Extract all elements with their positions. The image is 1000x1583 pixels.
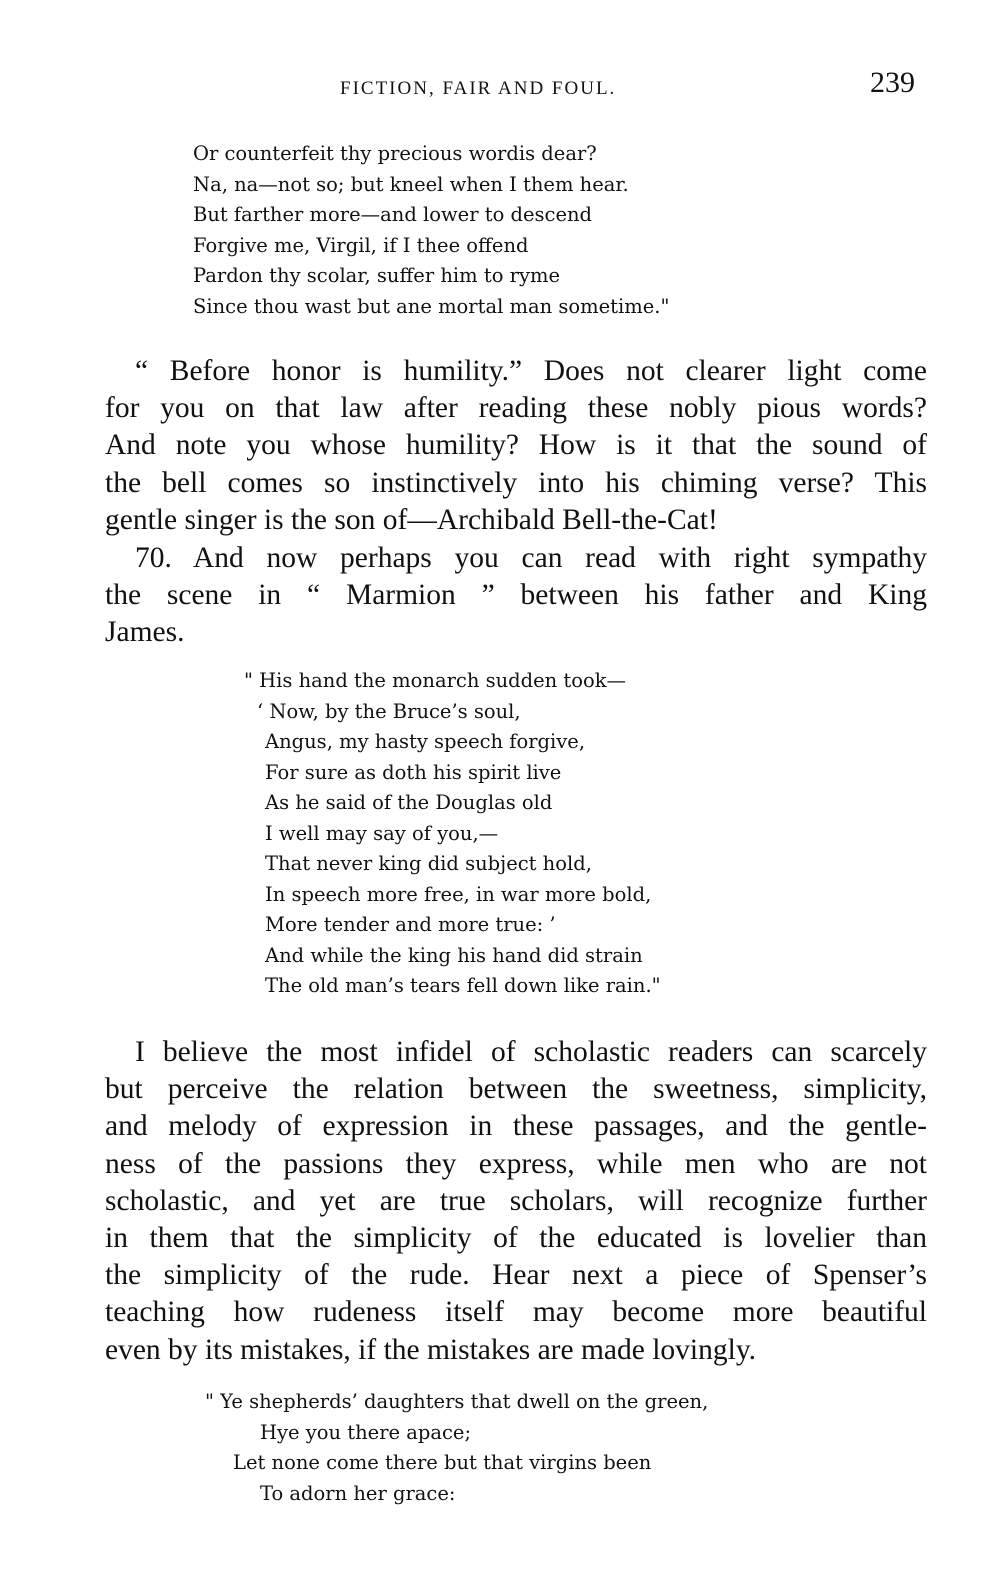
prose-line: for you on that law after reading these nobly pious words? bbox=[105, 392, 927, 425]
page-header bbox=[0, 64, 1000, 104]
prose-line: I believe the most infidel of scholastic readers can scarcely bbox=[135, 1036, 927, 1068]
verse-line: Or counterfeit thy precious wordis dear? bbox=[193, 142, 597, 165]
verse-line: The old man’s tears fell down like rain." bbox=[265, 974, 661, 997]
prose-line: And note you whose humility? How is it that the sound of bbox=[105, 429, 927, 462]
prose-line: the simplicity of the rude. Hear next a piece of Spenser’s bbox=[105, 1259, 927, 1292]
verse-line: For sure as doth his spirit live bbox=[265, 760, 562, 784]
verse-line: Since thou wast but ane mortal man sometime." bbox=[193, 294, 670, 318]
prose-line: “ Before honor is humility.” Does not clearer light come bbox=[135, 355, 927, 387]
prose-line: the scene in “ Marmion ” between his father and King bbox=[105, 579, 927, 612]
verse-line: Pardon thy scolar, suffer him to ryme bbox=[193, 264, 560, 287]
verse-line: But farther more—and lower to descend bbox=[193, 203, 593, 226]
prose-line: and melody of expression in these passages, and the gentle- bbox=[105, 1110, 927, 1143]
verse-line: " Ye shepherds’ daughters that dwell on the green, bbox=[205, 1390, 709, 1413]
paragraph-humility bbox=[105, 353, 927, 539]
running-title: FICTION, FAIR AND FOUL. bbox=[340, 78, 617, 99]
verse-block-dunbar bbox=[193, 139, 669, 322]
verse-line: In speech more free, in war more bold, bbox=[265, 882, 652, 906]
prose-line: gentle singer is the son of—Archibald Bell-the-Cat! bbox=[105, 503, 718, 536]
prose-line: in them that the simplicity of the educated is lovelier than bbox=[105, 1221, 927, 1254]
prose-line: the bell comes so instinctively into his chiming verse? This bbox=[105, 466, 927, 499]
verse-block-spenser bbox=[205, 1387, 708, 1509]
verse-line: To adorn her grace: bbox=[260, 1481, 456, 1505]
prose-line: 70. And now perhaps you can read with right sympathy bbox=[135, 542, 927, 574]
paragraph-70-marmion bbox=[105, 540, 927, 652]
prose-line: ness of the passions they express, while men who are not bbox=[105, 1147, 927, 1180]
verse-line: " His hand the monarch sudden took— bbox=[244, 669, 627, 692]
verse-line: Angus, my hasty speech forgive, bbox=[265, 730, 586, 753]
verse-line: And while the king his hand did strain bbox=[265, 943, 643, 967]
verse-line: ‘ Now, by the Bruce’s soul, bbox=[257, 699, 521, 723]
page-number: 239 bbox=[870, 66, 915, 99]
paragraph-simplicity bbox=[105, 1034, 927, 1369]
prose-line: even by its mistakes, if the mistakes are made lovingly. bbox=[105, 1333, 757, 1366]
verse-line: I well may say of you,— bbox=[265, 821, 499, 845]
verse-line: Let none come there but that virgins been bbox=[233, 1451, 652, 1474]
verse-line: Forgive me, Virgil, if I thee offend bbox=[193, 233, 529, 257]
prose-line: scholastic, and yet are true scholars, will recognize further bbox=[105, 1184, 927, 1217]
verse-line: That never king did subject hold, bbox=[265, 852, 592, 875]
prose-line: teaching how rudeness itself may become more beautiful bbox=[105, 1296, 927, 1329]
prose-line: James. bbox=[105, 616, 185, 649]
verse-block-marmion bbox=[244, 666, 661, 1002]
prose-line: but perceive the relation between the sweetness, simplicity, bbox=[105, 1073, 927, 1106]
verse-line: More tender and more true: ’ bbox=[265, 913, 556, 936]
verse-line: As he said of the Douglas old bbox=[265, 791, 553, 814]
verse-line: Na, na—not so; but kneel when I them hear. bbox=[193, 172, 629, 196]
verse-line: Hye you there apace; bbox=[260, 1420, 472, 1444]
